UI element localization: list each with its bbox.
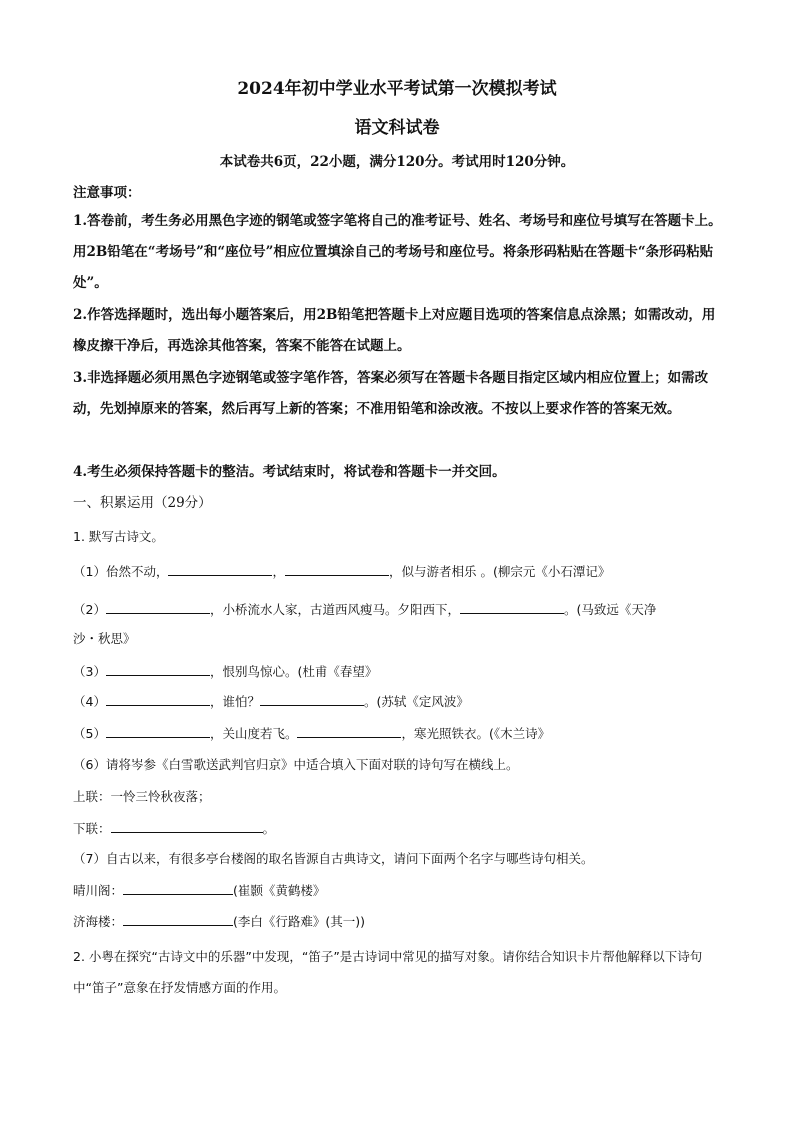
- answer-blank[interactable]: [168, 561, 272, 576]
- answer-blank[interactable]: [123, 911, 233, 926]
- notice-heading: 注意事项：: [73, 185, 141, 201]
- q1-part6-intro: （6）请将岑参《白雪歌送武判官归京》中适合填入下面对联的诗句写在横线上。: [73, 757, 519, 772]
- answer-blank[interactable]: [123, 880, 233, 895]
- q1-part1-c: ，似与游者相乐 。(柳宗元《小石潭记》: [388, 564, 611, 579]
- pavilion-b-label: 济海楼：: [73, 914, 124, 929]
- notice-item-2: 2.作答选择题时，选出每小题答案后，用2B铅笔把答题卡上对应题目选项的答案信息点涂黑；如需改动，用橡皮擦干净后，再选涂其他答案，答案不能答在试题上。: [73, 307, 716, 354]
- exam-info: 本试卷共6页，22小题，满分120分。考试用时120分钟。: [219, 154, 575, 170]
- exam-title: 2024年初中学业水平考试第一次模拟考试: [237, 79, 557, 99]
- q1-part1-a: （1）佁然不动，: [73, 564, 169, 579]
- answer-blank[interactable]: [106, 723, 210, 738]
- q1-part3-b: ，恨别鸟惊心。(杜甫《春望》: [209, 664, 378, 679]
- q1-part5-a: （5）: [73, 726, 106, 741]
- q1-part4-b: ，谁怕？: [209, 694, 260, 709]
- pavilion-a-source: (崔颢《黄鹤楼》: [233, 883, 326, 898]
- section-title: 一、积累运用（29分）: [73, 495, 212, 511]
- pavilion-a-label: 晴川阁：: [73, 883, 124, 898]
- q1-part5-c: ，寒光照铁衣。(《木兰诗》: [401, 726, 551, 741]
- q1-part2-a: （2）: [73, 602, 106, 617]
- q1-part2-b: ，小桥流水人家，古道西风瘦马。夕阳西下，: [209, 602, 460, 617]
- couplet-lower: [73, 818, 723, 837]
- couplet-lower-label: 下联：: [73, 821, 111, 836]
- q1-part3-a: （3）: [73, 664, 106, 679]
- q1-part5: [73, 723, 723, 742]
- couplet-lower-end: 。: [262, 821, 276, 836]
- q1-part2-c: 。(马致远《天净: [563, 602, 657, 617]
- answer-blank[interactable]: [260, 691, 364, 706]
- q1-part7-b: [73, 911, 723, 930]
- q1-part1-b: ，: [272, 564, 285, 579]
- answer-blank[interactable]: [460, 599, 564, 614]
- answer-blank[interactable]: [106, 661, 210, 676]
- q1-part4: [73, 691, 723, 710]
- answer-blank[interactable]: [106, 691, 210, 706]
- subject-title: 语文科试卷: [354, 118, 440, 138]
- answer-blank[interactable]: [106, 599, 210, 614]
- q1-part2: [73, 599, 723, 618]
- notice-item-4: 4.考生必须保持答题卡的整洁。考试结束时，将试卷和答题卡一并交回。: [73, 464, 506, 480]
- notice-item-1: 1.答卷前，考生务必用黑色字迹的钢笔或签字笔将自己的准考证号、姓名、考场号和座位号填写在答题卡上。用2B铅笔在“考场号”和“座位号”相应位置填涂自己的考场号和座位号。将条形码粘贴在答题卡“条形码粘贴处”。: [73, 213, 722, 291]
- notice-item-3: 3.非选择题必须用黑色字迹钢笔或签字笔作答，答案必须写在答题卡各题目指定区域内相应位置上；如需改动，先划掉原来的答案，然后再写上新的答案；不准用铅笔和涂改液。不按以上要求作答的答案无效。: [73, 370, 709, 417]
- q1-part2-cont: 沙・秋思》: [73, 631, 136, 646]
- q1-part4-c: 。(苏轼《定风波》: [363, 694, 469, 709]
- q1-part7-intro: （7）自古以来，有很多亭台楼阁的取名皆源自古典诗文，请问下面两个名字与哪些诗句相关。: [73, 851, 594, 866]
- q1-part4-a: （4）: [73, 694, 106, 709]
- q2-text: 2. 小粤在探究“古诗文中的乐器”中发现，“笛子”是古诗词中常见的描写对象。请你结合知识卡片帮他解释以下诗句中“笛子”意象在抒发情感方面的作用。: [73, 949, 703, 995]
- q1-part3: [73, 661, 723, 680]
- q1-stem: 1. 默写古诗文。: [73, 529, 164, 544]
- q1-part1: [73, 561, 723, 580]
- pavilion-b-source: (李白《行路难》(其一)): [233, 914, 366, 929]
- couplet-upper: 上联：一怜三怜秋夜落；: [73, 789, 211, 804]
- q1-part7-a: [73, 880, 723, 899]
- answer-blank[interactable]: [285, 561, 389, 576]
- q1-part5-b: ，关山度若飞。: [209, 726, 298, 741]
- answer-blank[interactable]: [297, 723, 401, 738]
- answer-blank[interactable]: [111, 818, 263, 833]
